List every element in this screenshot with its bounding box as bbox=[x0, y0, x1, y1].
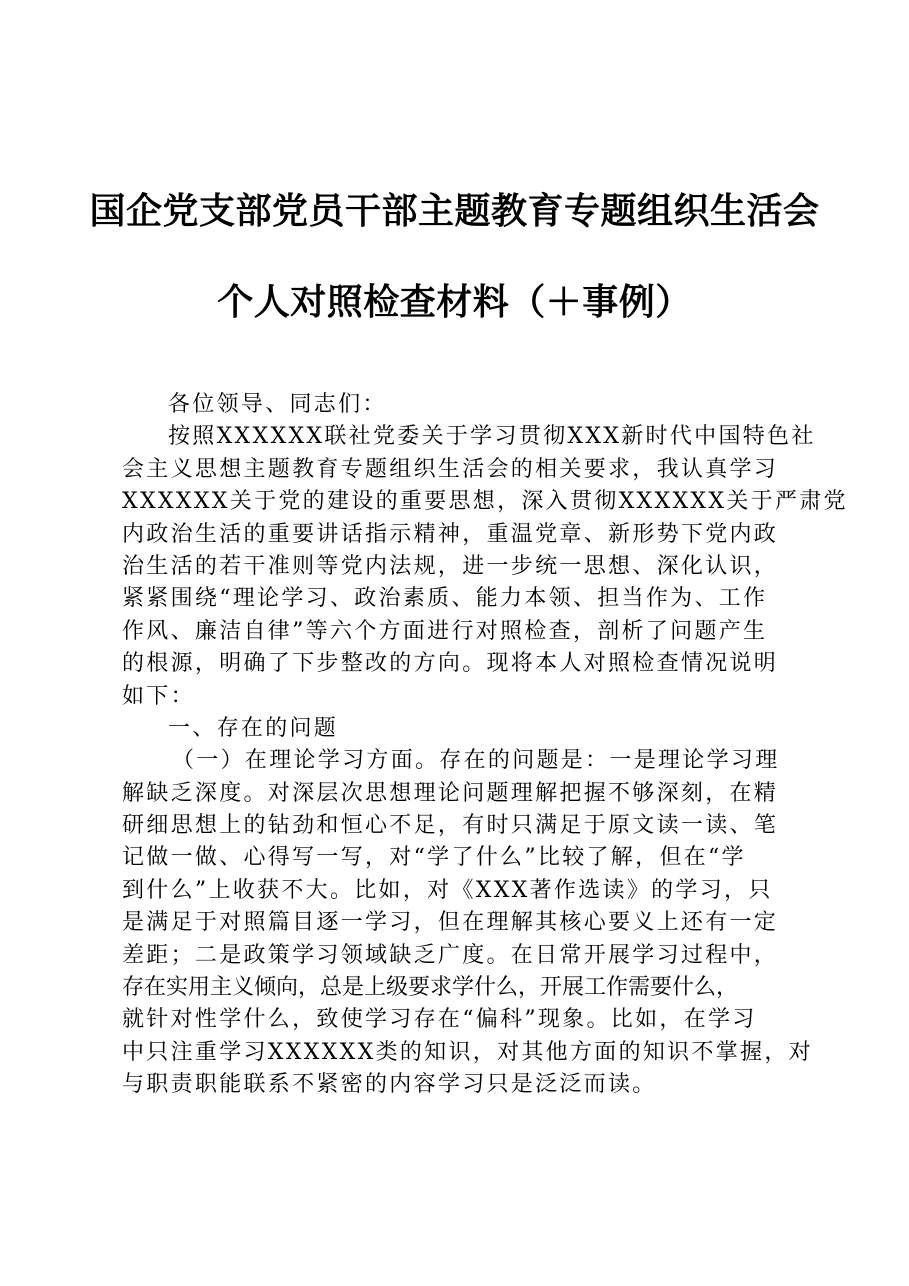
document-title-line-1: 国企党支部党员干部主题教育专题组织生活会 bbox=[89, 190, 820, 232]
paragraph-line: XXXXXX关于党的建设的重要思想，深入贯彻XXXXXX关于严肃党 bbox=[122, 489, 848, 515]
paragraph-line: 治生活的若干准则等党内法规，进一步统一思想、深化认识， bbox=[122, 553, 779, 579]
paragraph-line: 到什么”上收获不大。比如，对《XXX著作选读》的学习，只 bbox=[122, 877, 773, 903]
paragraph-line: 如下： bbox=[122, 683, 195, 709]
paragraph-line: 是满足于对照篇目逐一学习，但在理解其核心要义上还有一定 bbox=[122, 910, 779, 936]
paragraph-line: 内政治生活的重要讲话指示精神，重温党章、新形势下党内政 bbox=[122, 521, 779, 547]
paragraph-line: 存在实用主义倾向，总是上级要求学什么，开展工作需要什么， bbox=[122, 975, 739, 1001]
paragraph-line: 记做一做、心得写一写，对“学了什么”比较了解，但在“学 bbox=[122, 845, 746, 871]
paragraph-line: （一）在理论学习方面。存在的问题是：一是理论学习理 bbox=[172, 748, 780, 774]
paragraph-line: 中只注重学习XXXXXX类的知识，对其他方面的知识不掌握，对 bbox=[122, 1039, 813, 1065]
paragraph-line: 研细思想上的钻劲和恒心不足，有时只满足于原文读一读、笔 bbox=[122, 813, 779, 839]
salutation: 各位领导、同志们： bbox=[168, 392, 387, 417]
paragraph-line: 差距；二是政策学习领域缺乏广度。在日常开展学习过程中， bbox=[122, 942, 779, 968]
document-body bbox=[122, 389, 848, 1102]
paragraph-line: 会主义思想主题教育专题组织生活会的相关要求，我认真学习 bbox=[122, 456, 779, 482]
paragraph-line: 紧紧围绕“理论学习、政治素质、能力本领、担当作为、工作 bbox=[122, 586, 768, 612]
paragraph-line: 作风、廉洁自律”等六个方面进行对照检查，剖析了问题产生 bbox=[122, 618, 768, 644]
document-title-line-2: 个人对照检查材料（＋事例） bbox=[217, 281, 692, 323]
paragraph-line: 的根源，明确了下步整改的方向。现将本人对照检查情况说明 bbox=[122, 651, 779, 677]
section-heading: 一、存在的问题 bbox=[168, 715, 339, 741]
paragraph-line: 按照XXXXXX联社党委关于学习贯彻XXX新时代中国特色社 bbox=[168, 424, 816, 450]
paragraph-line: 与职责职能联系不紧密的内容学习只是泛泛而读。 bbox=[122, 1072, 657, 1098]
paragraph-line: 就针对性学什么，致使学习存在“偏科”现象。比如，在学习 bbox=[122, 1007, 757, 1033]
paragraph-line: 解缺乏深度。对深层次思想理论问题理解把握不够深刻，在精 bbox=[122, 780, 779, 806]
